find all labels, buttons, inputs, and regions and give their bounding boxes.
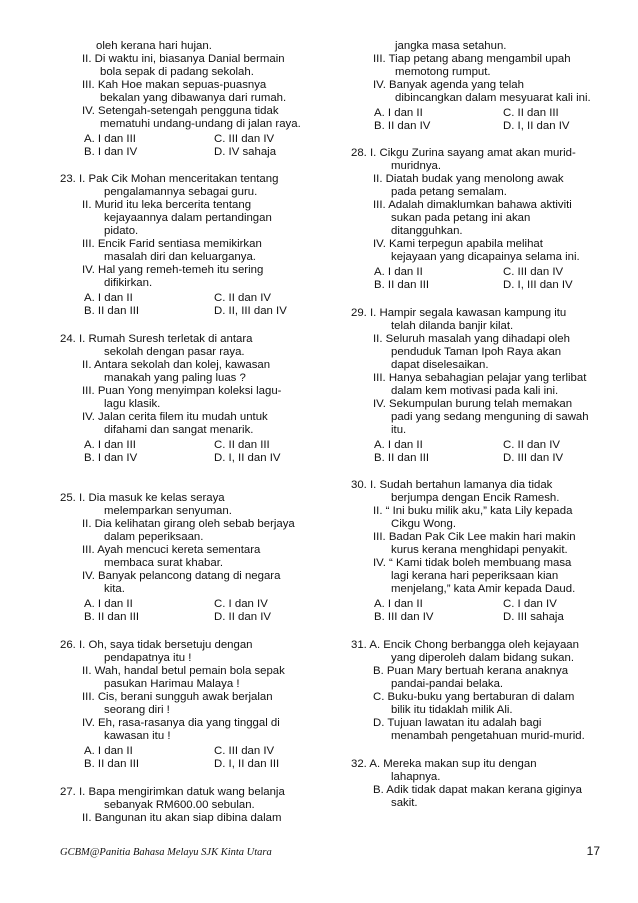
text-line: III. Puan Yong menyimpan koleksi lagu-	[82, 385, 282, 397]
text-line: C. I dan IV	[503, 598, 557, 610]
text-line: III. Tiap petang abang mengambil upah	[373, 53, 571, 65]
text-line: 32. A. Mereka makan sup itu dengan	[351, 758, 537, 770]
text-line: pada petang semalam.	[391, 186, 507, 198]
text-line: B. II dan III	[374, 452, 430, 464]
text-line: III. Kah Hoe makan sepuas-puasnya	[82, 79, 267, 91]
text-line: D. III dan IV	[503, 452, 564, 464]
text-line: C. II dan IV	[214, 292, 271, 304]
footer-credit: GCBM@Panitia Bahasa Melayu SJK Kinta Utara	[60, 847, 272, 858]
text-line: muridnya.	[391, 160, 442, 172]
text-line: C. II dan III	[214, 439, 270, 451]
text-line: A. I dan II	[374, 107, 423, 119]
text-line: kurus kerana menghidapi penyakit.	[391, 544, 568, 556]
text-line: melemparkan senyuman.	[104, 505, 232, 517]
text-line: A. I dan III	[84, 133, 136, 145]
text-line: 30. I. Sudah bertahun lamanya dia tidak	[351, 479, 553, 491]
text-line: III. Cis, berani sungguh awak berjalan	[82, 691, 273, 703]
text-line: III. Hanya sebahagian pelajar yang terlibat	[373, 372, 587, 384]
text-line: B. Adik tidak dapat makan kerana giginya	[373, 784, 582, 796]
text-line: difahami dan sangat menarik.	[104, 424, 254, 436]
text-line: D. I, II dan III	[214, 758, 280, 770]
text-line: lahapnya.	[391, 771, 441, 783]
text-line: ditangguhkan.	[391, 225, 463, 237]
text-line: masalah diri dan keluarganya.	[104, 251, 256, 263]
text-line: C. II dan IV	[503, 439, 560, 451]
text-line: bilik itu tidaklah milik Ali.	[391, 704, 513, 716]
text-line: 29. I. Hampir segala kawasan kampung itu	[351, 307, 567, 319]
text-line: Cikgu Wong.	[391, 518, 457, 530]
text-line: B. II dan III	[374, 279, 430, 291]
text-line: jangka masa setahun.	[395, 40, 507, 52]
text-line: III. Badan Pak Cik Lee makin hari makin	[373, 531, 576, 543]
text-line: D. III sahaja	[503, 611, 564, 623]
text-line: III. Ayah mencuci kereta sementara	[82, 544, 261, 556]
text-line: pandai-pandai belaka.	[391, 678, 504, 690]
page-number: 17	[586, 844, 600, 858]
text-line: D. II dan IV	[214, 611, 271, 623]
text-line: B. Puan Mary bertuah kerana anaknya	[373, 665, 569, 677]
text-line: IV. Kami terpegun apabila melihat	[373, 238, 543, 250]
text-line: sekolah dengan pasar raya.	[104, 346, 245, 358]
text-line: II. Murid itu leka bercerita tentang	[82, 199, 252, 211]
text-line: bekalan yang dibawanya dari rumah.	[100, 92, 287, 104]
text-line: IV. “ Kami tidak boleh membuang masa	[373, 557, 572, 569]
text-line: bola sepak di padang sekolah.	[100, 66, 254, 78]
text-line: III. Adalah dimaklumkan bahawa aktiviti	[373, 199, 572, 211]
text-line: berjumpa dengan Encik Ramesh.	[391, 492, 560, 504]
text-line: D. Tujuan lawatan itu adalah bagi	[373, 717, 542, 729]
text-line: kejayaan yang dicapainya selama ini.	[391, 251, 580, 263]
text-line: D. I, III dan IV	[503, 279, 573, 291]
text-line: B. I dan IV	[84, 146, 138, 158]
text-line: C. Buku-buku yang bertaburan di dalam	[373, 691, 575, 703]
text-line: D. II, III dan IV	[214, 305, 287, 317]
text-line: A. I dan II	[374, 266, 423, 278]
text-line: A. I dan II	[84, 745, 133, 757]
text-line: dapat diselesaikan.	[391, 359, 489, 371]
text-line: A. I dan II	[374, 598, 423, 610]
text-line: mematuhi undang-undang di jalan raya.	[100, 118, 301, 130]
text-line: II. Antara sekolah dan kolej, kawasan	[82, 359, 271, 371]
text-line: lagu klasik.	[104, 398, 161, 410]
text-line: D. I, II dan IV	[503, 120, 570, 132]
text-line: 23. I. Pak Cik Mohan menceritakan tentang	[60, 173, 279, 185]
text-line: pendapatnya itu !	[104, 652, 192, 664]
text-line: menambah pengetahuan murid-murid.	[391, 730, 585, 742]
text-line: C. I dan IV	[214, 598, 268, 610]
text-line: IV. Sekumpulan burung telah memakan	[373, 398, 573, 410]
text-line: A. I dan II	[374, 439, 423, 451]
text-line: pidato.	[104, 225, 139, 237]
text-line: dibincangkan dalam mesyuarat kali ini.	[395, 92, 591, 104]
text-line: C. III dan IV	[214, 745, 275, 757]
text-line: IV. Hal yang remeh-temeh itu sering	[82, 264, 264, 276]
text-line: sukan pada petang ini akan	[391, 212, 531, 224]
text-line: C. III dan IV	[503, 266, 564, 278]
text-line: C. III dan IV	[214, 133, 275, 145]
text-line: kita.	[104, 583, 125, 595]
text-line: seorang diri !	[104, 704, 170, 716]
text-line: penduduk Taman Ipoh Raya akan	[391, 346, 562, 358]
text-line: II. Wah, handal betul pemain bola sepak	[82, 665, 285, 677]
text-line: pengalamannya sebagai guru.	[104, 186, 258, 198]
text-line: sebanyak RM600.00 sebulan.	[104, 799, 255, 811]
text-line: 28. I. Cikgu Zurina sayang amat akan murid-	[351, 147, 576, 159]
text-line: telah dilanda banjir kilat.	[391, 320, 514, 332]
text-line: A. I dan III	[84, 439, 136, 451]
text-line: B. I dan IV	[84, 452, 138, 464]
text-line: 24. I. Rumah Suresh terletak di antara	[60, 333, 253, 345]
text-line: 26. I. Oh, saya tidak bersetuju dengan	[60, 639, 253, 651]
text-line: A. I dan II	[84, 598, 133, 610]
text-line: D. I, II dan IV	[214, 452, 281, 464]
text-line: memotong rumput.	[395, 66, 491, 78]
text-line: IV. Banyak pelancong datang di negara	[82, 570, 281, 582]
text-line: membaca surat khabar.	[104, 557, 224, 569]
text-line: pasukan Harimau Malaya !	[104, 678, 240, 690]
text-line: kawasan itu !	[104, 730, 171, 742]
text-line: II. Bangunan itu akan siap dibina dalam	[82, 812, 282, 824]
text-line: D. IV sahaja	[214, 146, 277, 158]
text-line: dalam peperiksaan.	[104, 531, 204, 543]
text-line: B. III dan IV	[374, 611, 434, 623]
text-line: 27. I. Bapa mengirimkan datuk wang belanja	[60, 786, 285, 798]
text-line: II. Diatah budak yang menolong awak	[373, 173, 564, 185]
text-line: III. Encik Farid sentiasa memikirkan	[82, 238, 262, 250]
text-line: II. “ Ini buku milik aku,” kata Lily kepada	[373, 505, 573, 517]
text-line: II. Seluruh masalah yang dihadapi oleh	[373, 333, 570, 345]
text-line: difikirkan.	[104, 277, 153, 289]
text-line: 25. I. Dia masuk ke kelas seraya	[60, 492, 225, 504]
text-line: B. II dan III	[84, 611, 140, 623]
text-line: oleh kerana hari hujan.	[96, 40, 212, 52]
text-line: padi yang sedang menguning di sawah	[391, 411, 589, 423]
text-line: 31. A. Encik Chong berbangga oleh kejayaan	[351, 639, 579, 651]
text-line: IV. Jalan cerita filem itu mudah untuk	[82, 411, 268, 423]
text-line: IV. Setengah-setengah pengguna tidak	[82, 105, 279, 117]
text-line: IV. Eh, rasa-rasanya dia yang tinggal di	[82, 717, 280, 729]
text-line: B. II dan III	[84, 758, 140, 770]
text-line: IV. Banyak agenda yang telah	[373, 79, 524, 91]
text-line: menjelang,” kata Amir kepada Daud.	[391, 583, 576, 595]
text-line: lagi kerana hari peperiksaan kian	[391, 570, 559, 582]
text-line: dalam kem motivasi pada kali ini.	[391, 385, 559, 397]
text-line: II. Di waktu ini, biasanya Danial bermain	[82, 53, 285, 65]
text-line: sakit.	[391, 797, 418, 809]
text-line: B. II dan IV	[374, 120, 431, 132]
text-line: C. II dan III	[503, 107, 559, 119]
text-line: A. I dan II	[84, 292, 133, 304]
text-line: B. II dan III	[84, 305, 140, 317]
text-line: manakah yang paling luas ?	[104, 372, 246, 384]
text-line: II. Dia kelihatan girang oleh sebab berjaya	[82, 518, 295, 530]
text-line: kejayaannya dalam pertandingan	[104, 212, 272, 224]
text-line: itu.	[391, 424, 407, 436]
text-line: yang diperoleh dalam bidang sukan.	[391, 652, 575, 664]
